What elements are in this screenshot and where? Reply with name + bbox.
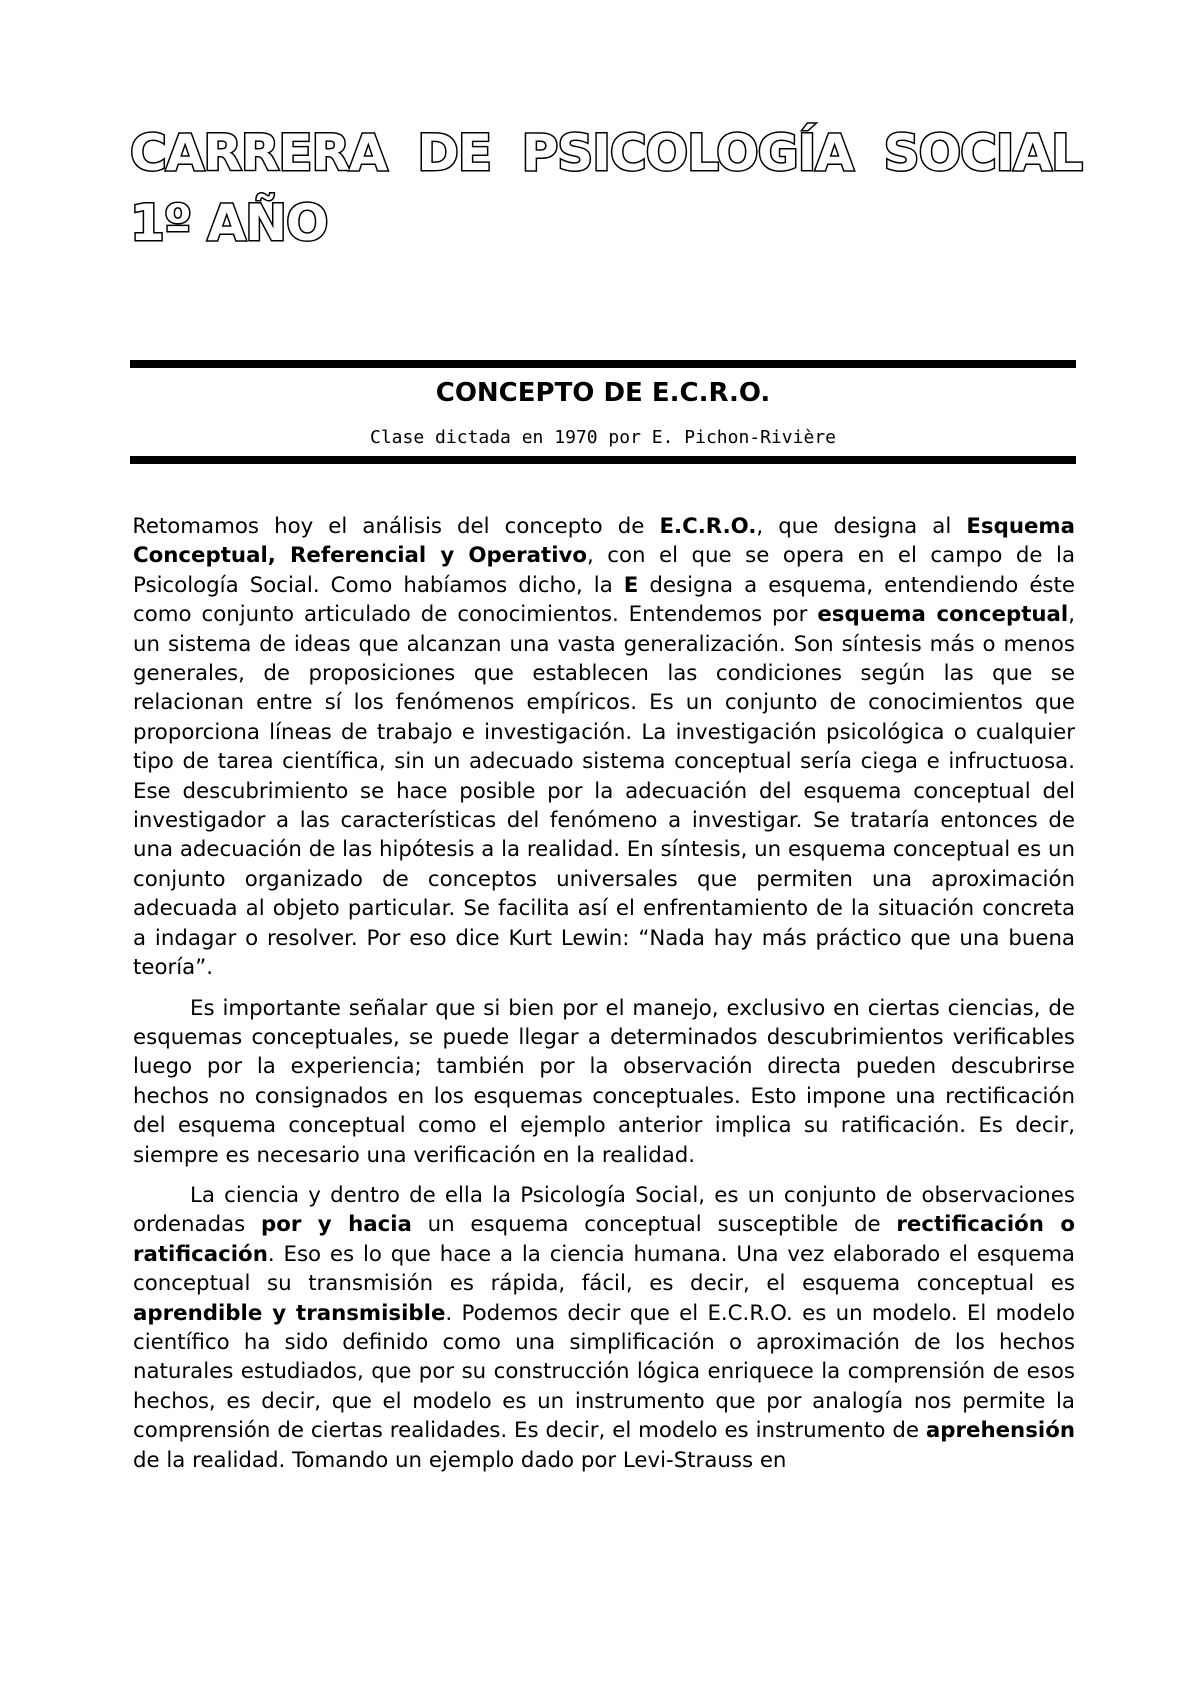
text-run: , que designa al (756, 514, 967, 539)
bold-phrase: E (623, 572, 639, 598)
body-paragraph (133, 512, 1075, 983)
text-run: . Podemos decir que el E.C.R.O. es un modelo. El modelo científico ha sido definido como una simplificación o aproximación de los hechos naturales estudiados, que por su construcción lógica enriquece la comprensión de esos hechos, es decir, que el modelo es un instrumento que por analogía nos permite la comprensión de ciertas realidades. Es decir, el modelo es instrumento de (133, 1300, 1075, 1444)
bold-phrase: Esquema Conceptual, Referencial y Operativo (133, 514, 1075, 569)
paragraph-initial: R (133, 514, 146, 539)
bold-phrase: esquema conceptual (817, 602, 1069, 628)
text-run: , con el que se opera en el campo de la Psicología Social. Como habíamos dicho, la (133, 543, 1075, 598)
title-word: CARRERA (130, 124, 387, 182)
section-title: CONCEPTO DE E.C.R.O. (435, 378, 771, 408)
text-run: Es importante señalar que si bien por el manejo, exclusivo en ciertas ciencias, de esquemas conceptuales, se puede llegar a determinados descubrimientos verificables luego por la experiencia; también por la observación directa pueden descubrirse hechos no consignados en los esquemas conceptuales. Esto impone una rectificación del esquema conceptual como el ejemplo anterior implica su ratificación. Es decir, siempre es necesario una verificación en la realidad. (133, 995, 1075, 1168)
bold-phrase: por y hacia (261, 1212, 412, 1238)
text-run: , un sistema de ideas que alcanzan una vasta generalización. Son síntesis más o menos generales, de proposiciones que establecen las condiciones según las que se relacionan entre sí los fenómenos empíricos. Es un conjunto de conocimientos que proporciona líneas de trabajo e investigación. La investigación psicológica o cualquier tipo de tarea científica, sin un adecuado sistema conceptual sería ciega e infructuosa. Ese descubrimiento se hace posible por la adecuación del esquema conceptual del investigador a las características del fenómeno a investigar. Se trataría entonces de una adecuación de las hipótesis a la realidad. En síntesis, un esquema conceptual es un conjunto organizado de conceptos universales que permiten una aproximación adecuada al objeto particular. Se facilita así el enfrentamiento de la situación concreta a indagar o resolver. Por eso dice Kurt Lewin: “Nada hay más práctico que una buena teoría”. (133, 602, 1075, 981)
text-run: La ciencia y dentro de ella la Psicología Social, es un conjunto de observaciones ordenadas (133, 1182, 1075, 1238)
top-divider (130, 360, 1076, 368)
bold-phrase: aprendible y transmisible (133, 1300, 446, 1326)
document-title (130, 118, 1090, 258)
title-word: DE (417, 124, 492, 182)
body-paragraph (133, 1181, 1075, 1475)
text-run: etomamos hoy el análisis del concepto de (145, 514, 660, 539)
text-run: de la realidad. Tomando un ejemplo dado por Levi-Strauss en (133, 1447, 787, 1473)
text-run: designa a esquema, entendiendo éste como conjunto articulado de conocimientos. Entendemos por (133, 572, 1075, 628)
text-run: . Eso es lo que hace a la ciencia humana. Una vez elaborado el esquema conceptual su transmisión es rápida, fácil, es decir, el esquema conceptual es (133, 1241, 1075, 1297)
title-word: PSICOLOGÍA (521, 124, 853, 182)
body-text (133, 512, 1075, 1486)
bold-phrase: rectificación o ratificación (133, 1212, 1076, 1267)
bold-phrase: E.C.R.O. (659, 514, 757, 539)
bottom-divider (130, 456, 1076, 464)
text-run: un esquema conceptual susceptible de (411, 1212, 897, 1238)
body-paragraph (133, 994, 1075, 1170)
section-subtitle: Clase dictada en 1970 por E. Pichon-Rivière (370, 427, 836, 448)
title-line-2: 1º AÑO (130, 194, 328, 252)
title-line-1 (130, 118, 1082, 188)
bold-phrase: aprehensión (925, 1418, 1075, 1444)
title-word: SOCIAL (883, 124, 1082, 182)
